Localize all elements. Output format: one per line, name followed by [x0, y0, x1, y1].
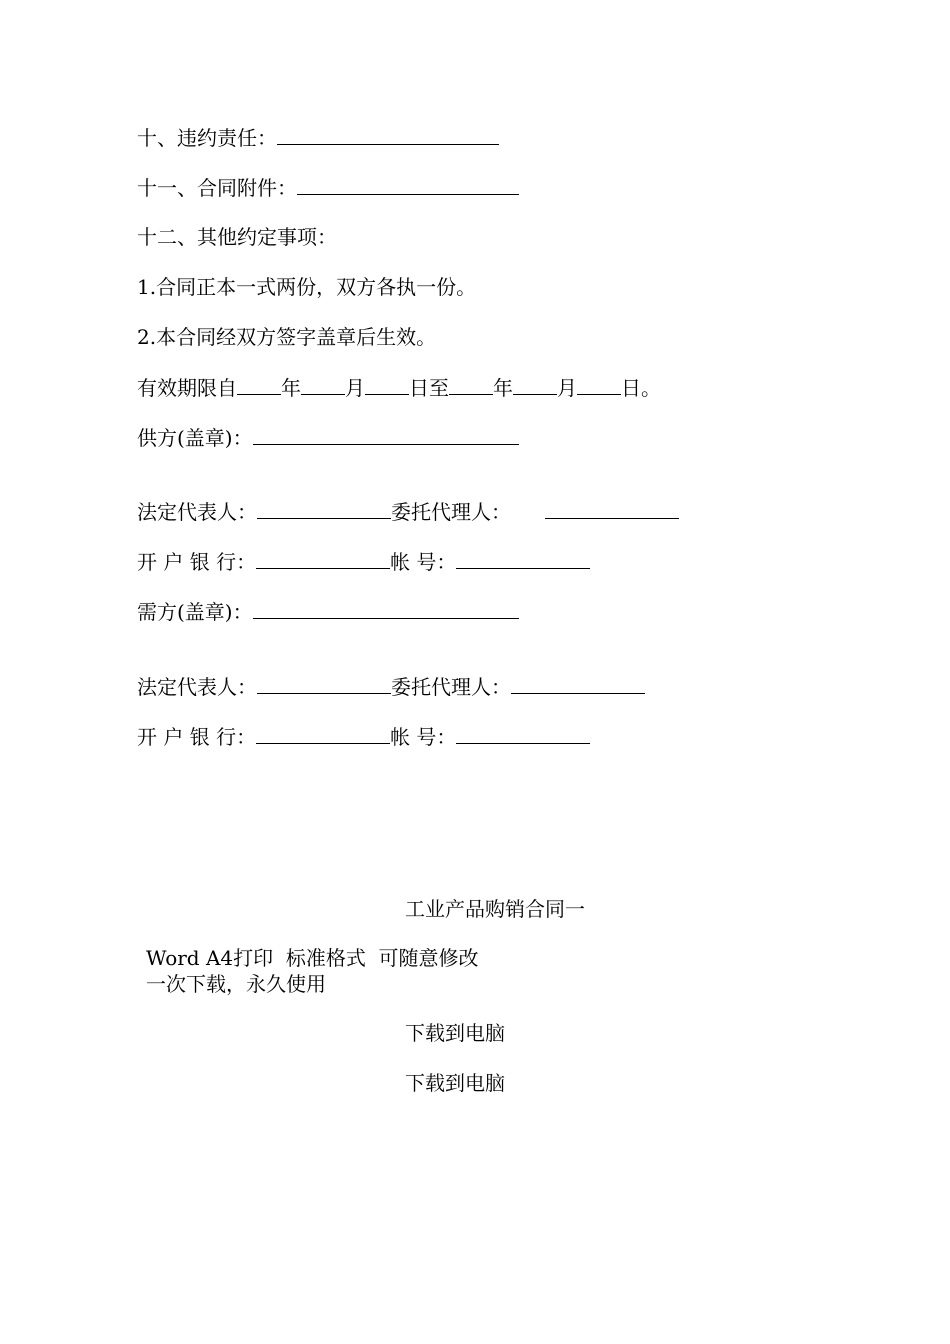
validity-day2-blank	[577, 374, 621, 395]
supplier-seal-blank	[253, 424, 519, 445]
buyer-seal	[137, 598, 519, 624]
validity-year: 年	[281, 376, 301, 400]
validity-line	[137, 374, 661, 400]
clause-10-blank	[277, 124, 499, 145]
supplier-label: 供方(盖章)：	[137, 426, 253, 450]
supplier-account-blank	[456, 548, 590, 569]
validity-year2: 年	[493, 376, 513, 400]
buyer-bank-line	[137, 723, 590, 749]
validity-year2-blank	[449, 374, 493, 395]
validity-day-to: 日至	[409, 376, 449, 400]
term-1: 1.合同正本一式两份，双方各执一份。	[137, 275, 477, 299]
validity-prefix: 有效期限自	[137, 376, 237, 400]
buyer-seal-blank	[253, 598, 519, 619]
buyer-account-blank	[456, 723, 590, 744]
term-2: 2.本合同经双方签字盖章后生效。	[137, 325, 437, 349]
download-link-2[interactable]: 下载到电脑	[405, 1071, 505, 1095]
validity-year-blank	[237, 374, 281, 395]
supplier-bank-line	[137, 548, 590, 574]
buyer-agent-label: 委托代理人：	[391, 675, 511, 699]
clause-12	[137, 224, 337, 250]
validity-day-blank	[365, 374, 409, 395]
buyer-bank-label: 开 户 银 行：	[137, 725, 257, 749]
supplier-account-label: 帐 号：	[390, 550, 457, 574]
validity-month: 月	[345, 376, 365, 400]
buyer-label: 需方(盖章)：	[137, 600, 253, 624]
validity-day-end: 日。	[621, 376, 661, 400]
supplier-seal	[137, 424, 519, 450]
buyer-reps	[137, 673, 645, 699]
buyer-legal-rep-blank	[257, 673, 391, 694]
validity-month2: 月	[557, 376, 577, 400]
clause-10-label: 十、违约责任：	[137, 126, 277, 150]
supplier-bank-blank	[256, 548, 390, 569]
supplier-legal-rep-blank	[257, 498, 391, 519]
footer-promo-2: 一次下载，永久使用	[146, 972, 326, 996]
supplier-agent-blank	[545, 498, 679, 519]
clause-11-blank	[297, 174, 519, 195]
supplier-agent-label: 委托代理人：	[391, 500, 511, 524]
download-link-1[interactable]: 下载到电脑	[405, 1021, 505, 1045]
footer-title: 工业产品购销合同一	[405, 897, 585, 921]
supplier-reps	[137, 498, 679, 524]
clause-10	[137, 124, 499, 150]
clause-12-label: 十二、其他约定事项：	[137, 225, 337, 249]
buyer-legal-rep-label: 法定代表人：	[137, 675, 257, 699]
supplier-bank-label: 开 户 银 行：	[137, 550, 257, 574]
clause-11	[137, 174, 519, 200]
clause-11-label: 十一、合同附件：	[137, 176, 297, 200]
footer-promo-1: Word A4打印 标准格式 可随意修改	[146, 946, 479, 970]
buyer-agent-blank	[511, 673, 645, 694]
buyer-account-label: 帐 号：	[390, 725, 457, 749]
buyer-bank-blank	[256, 723, 390, 744]
validity-month2-blank	[513, 374, 557, 395]
supplier-legal-rep-label: 法定代表人：	[137, 500, 257, 524]
validity-month-blank	[301, 374, 345, 395]
